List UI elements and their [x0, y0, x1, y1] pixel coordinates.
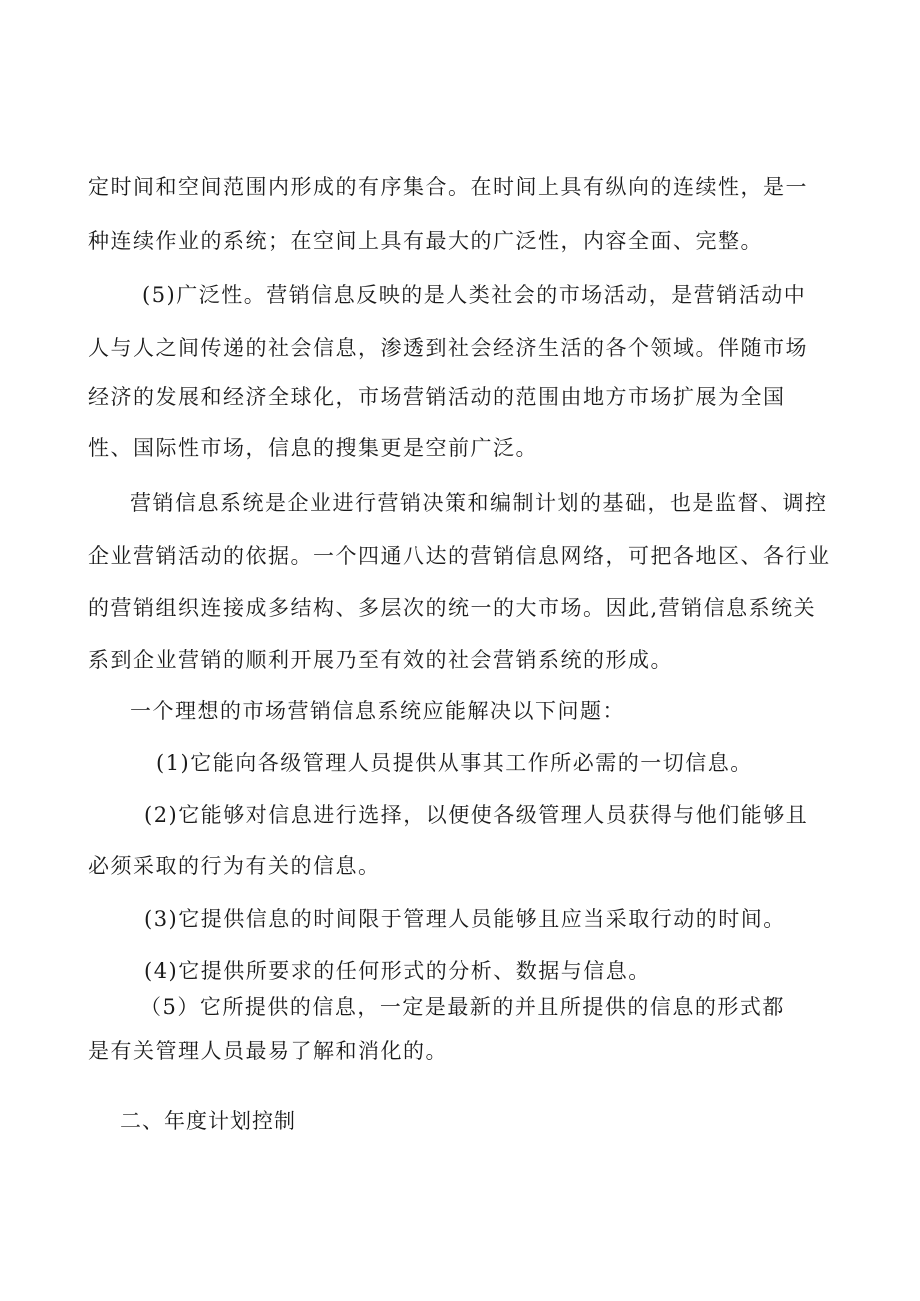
paragraph-line: 经济的发展和经济全球化，市场营销活动的范围由地方市场扩展为全国 [88, 385, 786, 409]
list-item: (4)它提供所要求的任何形式的分析、数据与信息。 [144, 959, 651, 983]
list-item: (2)它能够对信息进行选择，以便使各级管理人员获得与他们能够且 [144, 803, 809, 827]
paragraph-line: 种连续作业的系统；在空间上具有最大的广泛性，内容全面、完整。 [88, 229, 763, 253]
list-item: (1)它能向各级管理人员提供从事其工作所必需的一切信息。 [156, 751, 753, 775]
paragraph-line: 营销信息系统是企业进行营销决策和编制计划的基础，也是监督、调控 [130, 491, 828, 515]
paragraph-line: 一个理想的市场营销信息系统应能解决以下问题： [130, 699, 625, 723]
section-heading: 二、年度计划控制 [120, 1109, 296, 1133]
paragraph-line: 是有关管理人员最易了解和消化的。 [88, 1039, 448, 1063]
list-item: （5）它所提供的信息，一定是最新的并且所提供的信息的形式都 [140, 995, 785, 1019]
paragraph-line: 企业营销活动的依据。一个四通八达的营销信息网络，可把各地区、各行业 [88, 544, 831, 568]
paragraph-line: 必须采取的行为有关的信息。 [88, 854, 381, 878]
paragraph-line: 的营销组织连接成多结构、多层次的统一的大市场。因此,营销信息系统关 [88, 596, 817, 620]
paragraph-line: 定时间和空间范围内形成的有序集合。在时间上具有纵向的连续性，是一 [88, 175, 808, 199]
list-item: (3)它提供信息的时间限于管理人员能够且应当采取行动的时间。 [144, 907, 786, 931]
paragraph-line: (5)广泛性。营销信息反映的是人类社会的市场活动，是营销活动中 [142, 283, 807, 307]
paragraph-line: 人与人之间传递的社会信息，渗透到社会经济生活的各个领域。伴随市场 [88, 336, 808, 360]
paragraph-line: 系到企业营销的顺利开展乃至有效的社会营销系统的形成。 [88, 648, 673, 672]
paragraph-line: 性、国际性市场，信息的搜集更是空前广泛。 [88, 436, 538, 460]
